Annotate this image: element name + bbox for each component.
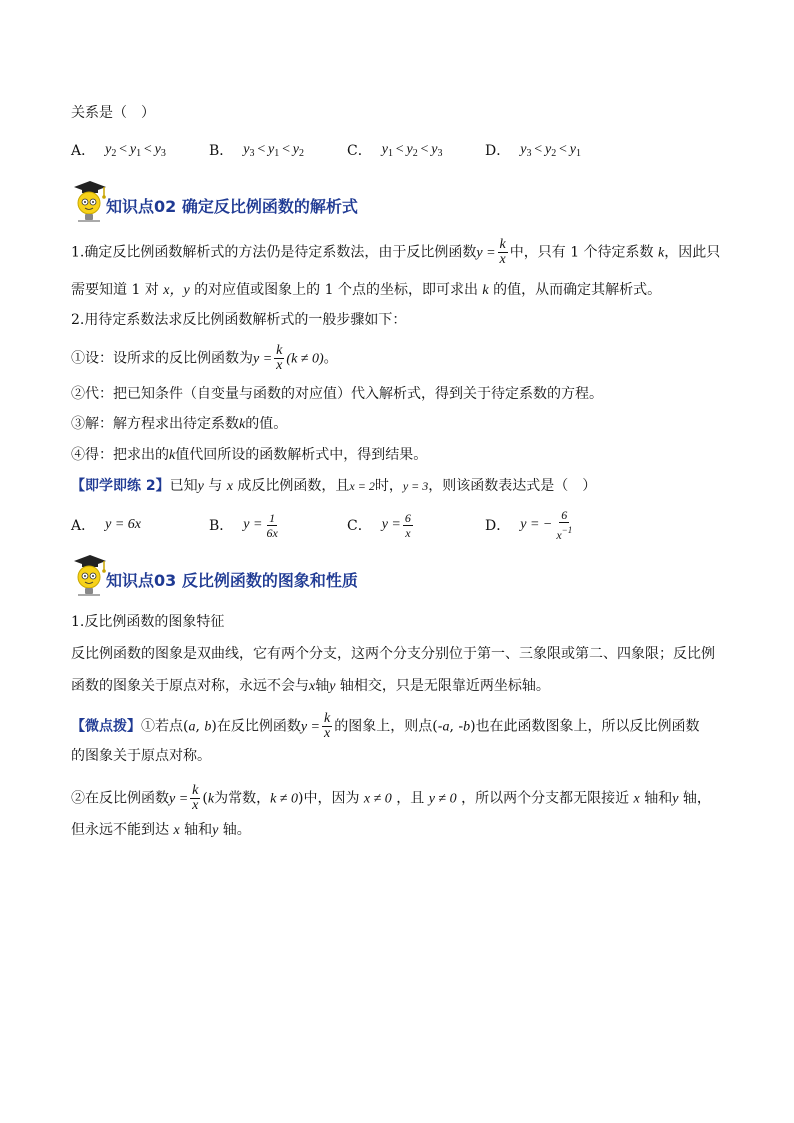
practice-choice-b[interactable]: B． y = $\frac{1}{6x}$ — [209, 510, 278, 540]
section-header-02 — [70, 178, 470, 224]
choice-b[interactable]: B． $y_3 < y_1 < y_2$ — [209, 141, 305, 159]
paragraph-1-line-2: 需要知道 1 对 x，y 的对应值或图象上的 1 个点的坐标，即可求出 k 的值，从而确定其解析式。 — [71, 282, 662, 298]
paragraph-3-1: 1.反比例函数的图象特征 — [71, 614, 225, 630]
graduate-lightbulb-icon — [70, 552, 110, 598]
step-1: ①设：设所求的反比例函数为y = $\frac{k}{x}$ (k ≠ 0)。 — [71, 343, 338, 373]
practice-choices — [71, 508, 731, 542]
practice-choice-a[interactable]: A． y = 6x — [71, 517, 141, 534]
choice-c[interactable]: C． $y_1 < y_2 < y_3$ — [347, 141, 443, 159]
graduate-lightbulb-icon — [70, 178, 110, 224]
practice-choice-c[interactable]: C． y = $\frac{6}{x}$ — [347, 510, 411, 540]
tip-1-line-2: 的图象关于原点对称。 — [71, 748, 211, 764]
step-4: ④得：把求出的k值代回所设的函数解析式中，得到结果。 — [71, 447, 428, 463]
section-title: 知识点02 确定反比例函数的解析式 — [106, 197, 358, 216]
step-2: ②代：把已知条件（自变量与函数的对应值）代入解析式，得到关于待定系数的方程。 — [71, 386, 603, 402]
section-header-03 — [70, 552, 470, 598]
question-stem-tail: 关系是（ ） — [71, 105, 155, 121]
paragraph-3-2: 反比例函数的图象是双曲线，它有两个分支，这两个分支分别位于第一、三象限或第二、四象限；反比例 — [71, 646, 715, 662]
paragraph-1-line-1: 1.确定反比例函数解析式的方法仍是待定系数法，由于反比例函数y = $\frac{k}{x}$ 中，只有 1 个待定系数 k，因此只 — [71, 237, 721, 267]
step-3: ③解：解方程求出待定系数k的值。 — [71, 416, 288, 432]
choice-a[interactable]: A． $y_2 < y_1 < y_3$ — [71, 141, 166, 159]
section-title: 知识点03 反比例函数的图象和性质 — [106, 571, 358, 590]
practice-question: 【即学即练 2】已知y 与 x 成反比例函数，且x = 2时，y = 3，则该函数表达式是（ ） — [71, 478, 597, 494]
paragraph-3-3: 函数的图象关于原点对称，永远不会与x轴y 轴相交，只是无限靠近两坐标轴。 — [71, 678, 550, 694]
paragraph-2: 2.用待定系数法求反比例函数解析式的一般步骤如下： — [71, 312, 407, 328]
tip-1: 【微点拨】①若点(a, b)在反比例函数y = $\frac{k}{x}$ 的图象上，则点(-a, -b)也在此函数图象上，所以反比例函数 — [71, 711, 700, 741]
practice-choice-d[interactable]: D． y = − $\frac{6}{x^{-1}}$ — [485, 508, 573, 542]
fraction-k-over-x: $\frac{k}{x}$ — [499, 237, 506, 267]
choice-d[interactable]: D． $y_3 < y_2 < y_1$ — [485, 141, 581, 159]
tip-2: ②在反比例函数y = $\frac{k}{x}$ (k为常数，k ≠ 0)中，因为 x ≠ 0 ，且 y ≠ 0 ，所以两个分支都无限接近 x 轴和y 轴， — [71, 783, 711, 813]
tip-2-line-2: 但永远不能到达 x 轴和y 轴。 — [71, 822, 251, 838]
top-question-choices — [71, 140, 731, 160]
